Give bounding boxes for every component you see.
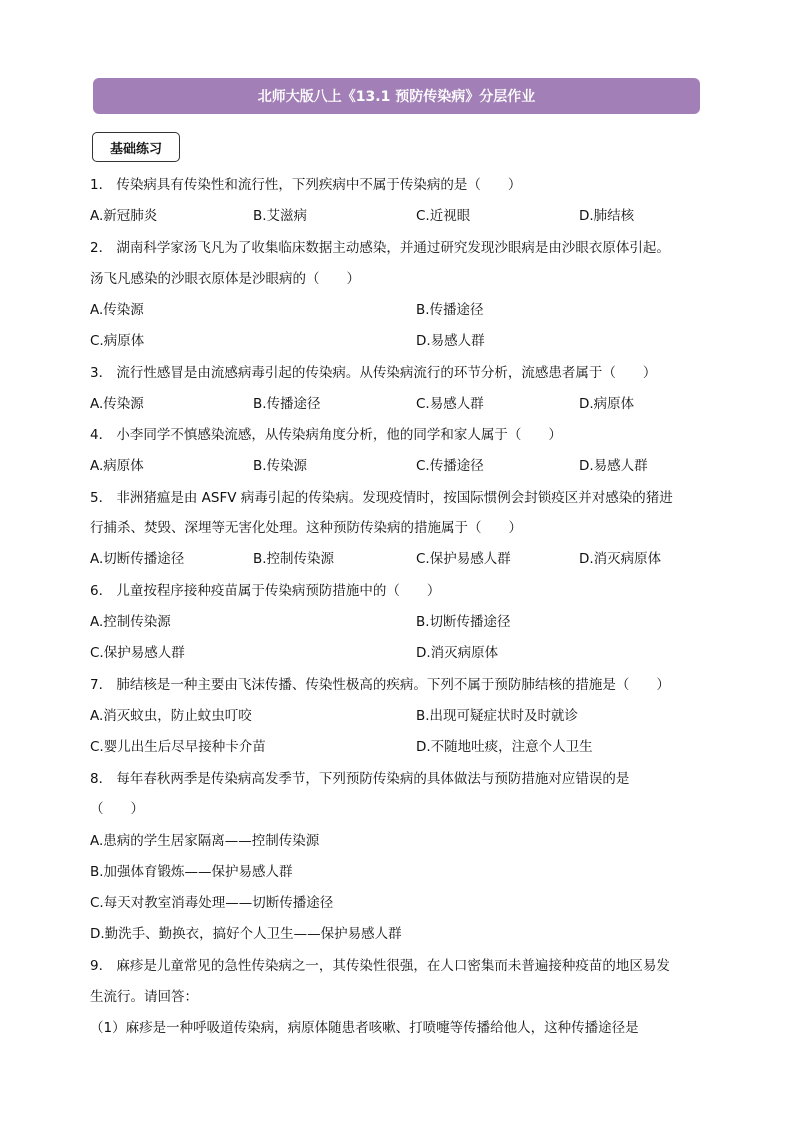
question-1-option-a: A.新冠肺炎 — [90, 208, 158, 224]
question-9-stem-line2: 生流行。请回答： — [90, 989, 198, 1005]
question-1-stem: 1． 传染病具有传染性和流行性，下列疾病中不属于传染病的是（ ） — [90, 177, 522, 193]
question-5-option-c: C.保护易感人群 — [416, 551, 511, 567]
question-5-option-b: B.控制传染源 — [253, 551, 335, 567]
question-8-option-a: A.患病的学生居家隔离——控制传染源 — [90, 833, 320, 849]
section-label-text: 基础练习 — [109, 141, 162, 157]
question-2-option-b: B.传播途径 — [416, 302, 484, 318]
question-8-stem-line1: 8． 每年春秋两季是传染病高发季节，下列预防传染病的具体做法与预防措施对应错误的是 — [90, 771, 630, 787]
question-7-option-b: B.出现可疑症状时及时就诊 — [416, 708, 579, 724]
question-4-option-c: C.传播途径 — [416, 458, 484, 474]
question-2-stem-line2: 汤飞凡感染的沙眼衣原体是沙眼病的（ ） — [90, 271, 360, 287]
question-3-option-c: C.易感人群 — [416, 396, 484, 412]
question-8-option-d: D.勤洗手、勤换衣，搞好个人卫生——保护易感人群 — [90, 926, 402, 942]
question-4-option-a: A.病原体 — [90, 458, 144, 474]
question-2-option-c: C.病原体 — [90, 333, 145, 349]
question-2-option-a: A.传染源 — [90, 302, 144, 318]
question-8-option-b: B.加强体育锻炼——保护易感人群 — [90, 864, 293, 880]
question-4-option-b: B.传染源 — [253, 458, 308, 474]
question-6-option-a: A.控制传染源 — [90, 614, 171, 630]
question-5-stem-line2: 行捕杀、焚毁、深埋等无害化处理。这种预防传染病的措施属于（ ） — [90, 520, 522, 536]
question-6-option-d: D.消灭病原体 — [416, 645, 499, 661]
question-9-stem-line1: 9． 麻疹是儿童常见的急性传染病之一，其传染性很强，在人口密集而未普遍接种疫苗的地区易发 — [90, 958, 670, 974]
question-1-option-b: B.艾滋病 — [253, 208, 308, 224]
question-1-option-d: D.肺结核 — [579, 208, 635, 224]
page-title-text: 北师大版八上《13.1 预防传染病》分层作业 — [257, 89, 536, 105]
question-8-stem-line2: （ ） — [90, 801, 144, 817]
question-8-option-c: C.每天对教室消毒处理——切断传播途径 — [90, 895, 334, 911]
question-5-option-d: D.消灭病原体 — [579, 551, 662, 567]
question-7-option-a: A.消灭蚊虫，防止蚊虫叮咬 — [90, 708, 252, 724]
question-7-stem: 7． 肺结核是一种主要由飞沫传播、传染性极高的疾病。下列不属于预防肺结核的措施是（ ） — [90, 677, 670, 693]
section-label — [92, 132, 180, 162]
question-3-option-d: D.病原体 — [579, 396, 635, 412]
question-6-option-b: B.切断传播途径 — [416, 614, 511, 630]
question-9-sub1: （1）麻疹是一种呼吸道传染病，病原体随患者咳嗽、打喷嚏等传播给他人，这种传播途径是 — [90, 1020, 639, 1036]
question-4-option-d: D.易感人群 — [579, 458, 648, 474]
question-4-stem: 4． 小李同学不慎感染流感，从传染病角度分析，他的同学和家人属于（ ） — [90, 427, 562, 443]
question-1-option-c: C.近视眼 — [416, 208, 471, 224]
question-5-option-a: A.切断传播途径 — [90, 551, 185, 567]
question-3-stem: 3． 流行性感冒是由流感病毒引起的传染病。从传染病流行的环节分析，流感患者属于（ ） — [90, 365, 657, 381]
question-6-stem: 6． 儿童按程序接种疫苗属于传染病预防措施中的（ ） — [90, 583, 441, 599]
question-3-option-b: B.传播途径 — [253, 396, 321, 412]
question-5-stem-line1: 5． 非洲猪瘟是由 ASFV 病毒引起的传染病。发现疫情时，按国际惯例会封锁疫区并对感染的猪进 — [90, 490, 673, 506]
question-2-stem-line1: 2． 湖南科学家汤飞凡为了收集临床数据主动感染，并通过研究发现沙眼病是由沙眼衣原体引起。 — [90, 240, 670, 256]
question-6-option-c: C.保护易感人群 — [90, 645, 185, 661]
question-7-option-d: D.不随地吐痰，注意个人卫生 — [416, 739, 593, 755]
question-2-option-d: D.易感人群 — [416, 333, 485, 349]
page-title — [93, 78, 700, 114]
question-3-option-a: A.传染源 — [90, 396, 144, 412]
question-7-option-c: C.婴儿出生后尽早接种卡介苗 — [90, 739, 266, 755]
